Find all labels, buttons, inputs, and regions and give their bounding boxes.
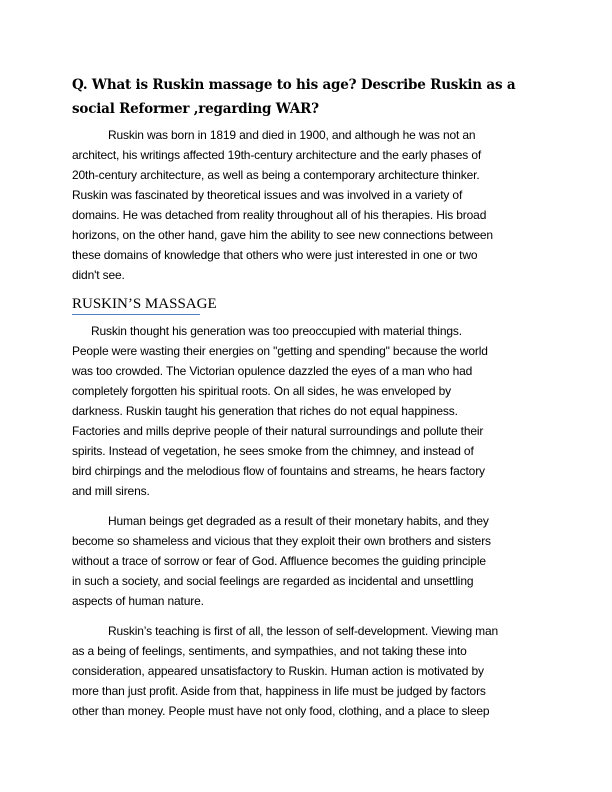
text-line: horizons, on the other hand, gave him the ability to see new connections between [72, 228, 493, 242]
text-line: Ruskin thought his generation was too preoccupied with material things. [91, 324, 462, 338]
paragraph-intro [72, 125, 542, 285]
text-line: darkness. Ruskin taught his generation that riches do not equal happiness. [72, 404, 458, 418]
text-line: Ruskin was born in 1819 and died in 1900, and although he was not an [108, 128, 476, 142]
text-line: bird chirpings and the melodious flow of fountains and streams, he hears factory [72, 464, 485, 478]
paragraph-massage [72, 321, 542, 501]
text-line: without a trace of sorrow or fear of God. Affluence becomes the guiding principle [72, 554, 486, 568]
text-line: and mill sirens. [72, 484, 150, 498]
text-line: other than money. People must have not only food, clothing, and a place to sleep [72, 704, 490, 718]
text-line: architect, his writings affected 19th-century architecture and the early phases of [72, 148, 482, 162]
text-line: was too crowded. The Victorian opulence dazzled the eyes of a man who had [72, 364, 473, 378]
text-line: in such a society, and social feelings are regarded as incidental and unsettling [72, 574, 474, 588]
text-line: Factories and mills deprive people of their natural surroundings and pollute their [72, 424, 484, 438]
section-heading: RUSKIN’S MASSAGE [72, 296, 217, 312]
paragraph-teaching [72, 621, 542, 721]
question-title [72, 73, 515, 121]
text-line: Ruskin’s teaching is first of all, the lesson of self-development. Viewing man [108, 624, 499, 638]
text-line: aspects of human nature. [72, 594, 204, 608]
text-line: Ruskin was fascinated by theoretical issues and was involved in a variety of [72, 188, 463, 202]
heading-underline [72, 314, 200, 315]
question-line: Q. What is Ruskin massage to his age? Describe Ruskin as a [72, 77, 516, 93]
text-line: these domains of knowledge that others who were just interested in one or two [72, 248, 478, 262]
text-line: become so shameless and vicious that they exploit their own brothers and sisters [72, 534, 491, 548]
text-line: People were wasting their energies on "getting and spending" because the world [72, 344, 488, 358]
text-line: 20th-century architecture, as well as being a contemporary architecture thinker. [72, 168, 480, 182]
question-line: social Reformer ,regarding WAR? [72, 101, 319, 117]
text-line: spirits. Instead of vegetation, he sees smoke from the chimney, and instead of [72, 444, 474, 458]
text-line: domains. He was detached from reality throughout all of his therapies. His broad [72, 208, 487, 222]
text-line: didn't see. [72, 268, 125, 282]
paragraph-human-beings [72, 511, 542, 611]
text-line: completely forgotten his spiritual roots. On all sides, he was enveloped by [72, 384, 451, 398]
text-line: as a being of feelings, sentiments, and sympathies, and not taking these into [72, 644, 467, 658]
text-line: Human beings get degraded as a result of their monetary habits, and they [108, 514, 489, 528]
text-line: consideration, appeared unsatisfactory to Ruskin. Human action is motivated by [72, 664, 484, 678]
text-line: more than just profit. Aside from that, happiness in life must be judged by factors [72, 684, 486, 698]
